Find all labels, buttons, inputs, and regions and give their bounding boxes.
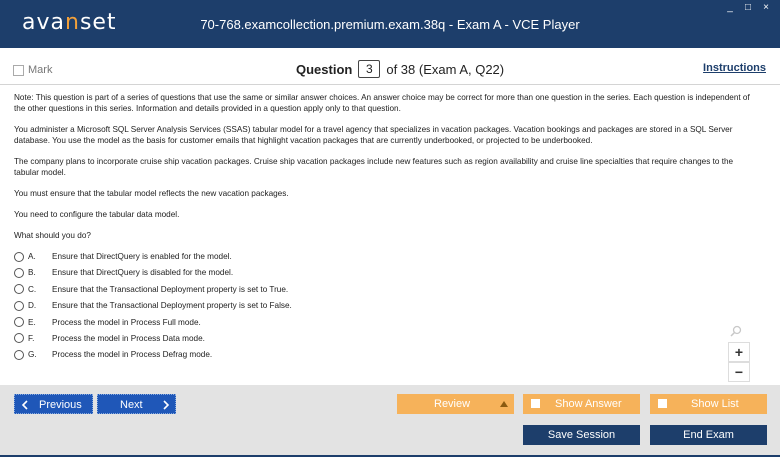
- option-letter: D.: [28, 301, 37, 311]
- question-count: of 38 (Exam A, Q22): [386, 61, 505, 77]
- end-exam-button[interactable]: End Exam: [650, 425, 767, 445]
- radio-icon[interactable]: [14, 301, 24, 311]
- logo-text-end: set: [79, 10, 117, 35]
- option-text: Process the model in Process Data mode.: [52, 333, 205, 343]
- previous-label: Previous: [39, 399, 82, 411]
- option-letter: G.: [28, 350, 37, 360]
- answer-option-c[interactable]: [14, 284, 754, 295]
- answer-option-b[interactable]: [14, 267, 754, 278]
- option-text: Ensure that DirectQuery is enabled for the model.: [52, 252, 232, 261]
- previous-button[interactable]: [14, 394, 93, 414]
- option-text: Process the model in Process Defrag mode.: [52, 350, 213, 360]
- option-letter: A.: [28, 252, 36, 261]
- minimize-button[interactable]: _: [727, 2, 733, 13]
- review-button[interactable]: [397, 394, 514, 414]
- window-controls: [724, 2, 772, 14]
- mark-checkbox[interactable]: [13, 64, 52, 76]
- logo-text: ava: [22, 10, 65, 35]
- show-answer-button[interactable]: [523, 394, 640, 414]
- option-text: Ensure that the Transactional Deployment property is set to True.: [52, 284, 289, 294]
- question-paragraph: You must ensure that the tabular model reflects the new vacation packages.: [14, 189, 289, 198]
- show-list-button[interactable]: [650, 394, 767, 414]
- option-letter: F.: [28, 333, 35, 343]
- radio-icon[interactable]: [14, 268, 24, 278]
- footer-toolbar: [0, 385, 780, 457]
- option-text: Process the model in Process Full mode.: [52, 317, 201, 327]
- triangle-up-icon: [500, 401, 508, 407]
- zoom-in-button[interactable]: +: [728, 342, 750, 362]
- question-navigator: [296, 60, 504, 78]
- question-label: Question: [296, 61, 353, 77]
- show-answer-checkbox[interactable]: [531, 399, 540, 408]
- show-answer-label: Show Answer: [555, 398, 622, 410]
- zoom-out-button[interactable]: −: [728, 362, 750, 382]
- chevron-right-icon: [162, 400, 170, 410]
- checkbox-icon: [13, 65, 24, 76]
- option-text: Ensure that the Transactional Deployment property is set to False.: [52, 301, 292, 311]
- window-title: 70-768.examcollection.premium.exam.38q - Exam A - VCE Player: [200, 17, 580, 32]
- save-session-button[interactable]: Save Session: [523, 425, 640, 445]
- close-button[interactable]: ×: [763, 2, 769, 13]
- radio-icon[interactable]: [14, 252, 24, 262]
- instructions-link[interactable]: Instructions: [703, 62, 766, 74]
- show-list-checkbox[interactable]: [658, 399, 667, 408]
- answer-option-e[interactable]: [14, 317, 754, 328]
- radio-icon[interactable]: [14, 317, 24, 327]
- question-note: Note: This question is part of a series of questions that use the same or similar answer choices. An answer choice may be correct for more than one question in the series. Each question is independent of the other questions in this series. Information and details provided in a question apply only to that question.: [14, 93, 750, 113]
- logo-accent: n: [64, 10, 80, 35]
- question-paragraph: The company plans to incorporate cruise ship vacation packages. Cruise ship vacation packages include new features such as region availability and cruise line specialties that require changes to the tabular model.: [14, 157, 734, 177]
- answer-option-d[interactable]: [14, 300, 754, 311]
- question-paragraph: You need to configure the tabular data model.: [14, 210, 180, 219]
- review-label: Review: [434, 398, 471, 410]
- magnifier-icon: [730, 325, 742, 337]
- option-letter: C.: [28, 284, 37, 294]
- question-prompt: What should you do?: [14, 231, 91, 240]
- chevron-left-icon: [21, 400, 29, 410]
- question-header: [0, 56, 780, 85]
- answer-option-f[interactable]: [14, 333, 754, 344]
- option-text: Ensure that DirectQuery is disabled for the model.: [52, 268, 234, 278]
- maximize-button[interactable]: □: [744, 2, 752, 13]
- mark-label: Mark: [28, 64, 53, 76]
- next-button[interactable]: [97, 394, 176, 414]
- question-number-input[interactable]: 3: [358, 60, 380, 78]
- question-content: [0, 86, 780, 384]
- show-list-label: Show List: [691, 398, 739, 410]
- option-letter: B.: [28, 268, 36, 278]
- title-bar: [0, 0, 780, 48]
- answer-option-a[interactable]: [14, 251, 754, 262]
- radio-icon[interactable]: [14, 284, 24, 294]
- answer-option-g[interactable]: [14, 349, 754, 360]
- option-letter: E.: [28, 317, 36, 327]
- radio-icon[interactable]: [14, 350, 24, 360]
- next-label: Next: [120, 399, 143, 411]
- radio-icon[interactable]: [14, 333, 24, 343]
- question-paragraph: You administer a Microsoft SQL Server Analysis Services (SSAS) tabular model for a travel agency that specializes in vacation packages. Vacation bookings and packages are stored in a SQL Server database. You use the model as the basis for customer emails that highlight vacation packages that are currently underbooked, or projected to be underbooked.: [14, 125, 733, 145]
